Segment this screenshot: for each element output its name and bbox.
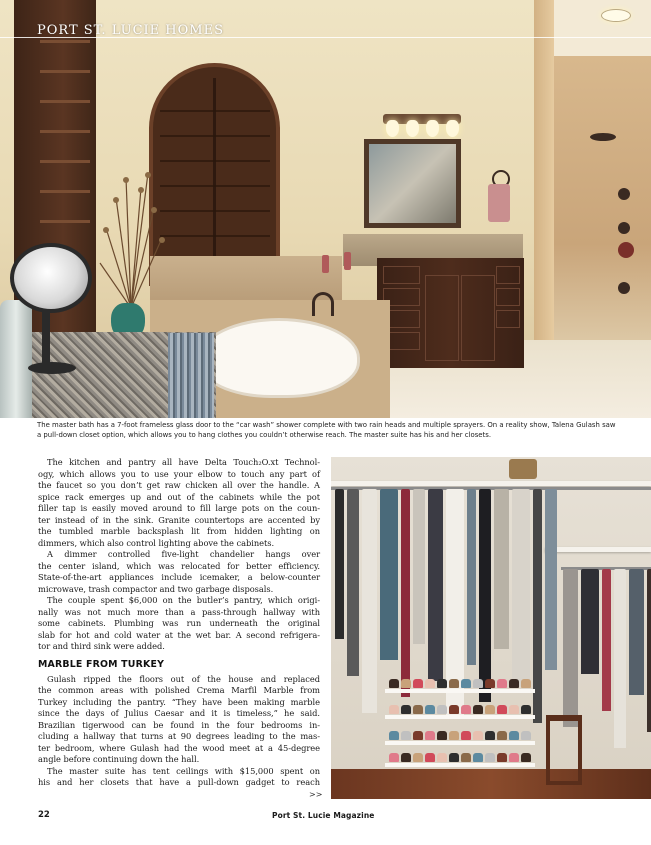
garment	[362, 489, 377, 713]
shoe	[437, 731, 447, 740]
shoe	[401, 705, 411, 714]
shoe	[497, 679, 507, 688]
shoe	[449, 753, 459, 762]
garment	[563, 569, 578, 727]
body-line: cluding a hallway that turns at 90 degrees leading to the mas-	[38, 731, 320, 741]
garment	[413, 489, 425, 644]
shoe	[401, 679, 411, 688]
garment	[581, 569, 599, 674]
body-line: The kitchen and pantry all have Delta Touch₂O.xt Technol-	[47, 457, 320, 467]
shoe	[389, 679, 399, 688]
body-line: the tumbled marble backsplash lit from hidden lighting on	[38, 526, 320, 536]
shoe	[461, 705, 471, 714]
shoe	[413, 679, 423, 688]
garment	[380, 489, 398, 660]
garment	[629, 569, 644, 695]
shoe	[425, 705, 435, 714]
article-body	[38, 457, 320, 789]
paragraph-2	[38, 549, 320, 595]
paragraph-4	[38, 674, 320, 766]
shoe	[413, 731, 423, 740]
body-line: the center island, which was relocated for better efficiency.	[38, 560, 320, 571]
body-line: ter instead of in the sink. Granite countertops are accented by	[38, 514, 320, 525]
shoe	[461, 753, 471, 762]
body-line: spice rack emerges up and out of the cabinets while the pot	[38, 491, 320, 502]
shoe	[521, 705, 531, 714]
shoe	[437, 679, 447, 688]
shoe	[497, 753, 507, 762]
body-line: slab for hot and cold water at the wet bar. A second refrigera-	[38, 629, 320, 640]
body-line: ogy, which allows you to use your elbow to touch any part of	[38, 468, 320, 479]
shoe	[473, 705, 483, 714]
body-line: tor and third sink were added.	[38, 641, 165, 651]
shoe	[473, 679, 483, 688]
garment	[512, 489, 530, 686]
body-line: Brazilian tigerwood can be found in the four bedrooms in-	[38, 719, 320, 730]
body-line: nally was not much more than a pass-through hallway with	[38, 606, 320, 617]
garment	[647, 569, 651, 732]
garment	[614, 569, 626, 748]
shoe	[413, 753, 423, 762]
garment	[401, 489, 410, 697]
garment	[347, 489, 359, 676]
ceiling	[540, 0, 651, 56]
shoe	[461, 679, 471, 688]
tub-faucet	[312, 292, 334, 316]
body-line: State-of-the-art appliances include icemaker, a below-counter	[38, 572, 320, 582]
shoe	[509, 731, 519, 740]
shoe	[449, 705, 459, 714]
dried-branches-arrangement	[96, 168, 166, 308]
shoe	[485, 731, 495, 740]
shoe	[509, 753, 519, 762]
body-line: The couple spent $6,000 on the butler’s pantry, which origi-	[47, 595, 320, 605]
shoe	[401, 753, 411, 762]
shoe	[437, 753, 447, 762]
garment	[533, 489, 542, 723]
body-line: since the days of Julius Caesar and it is timeless,” he said.	[38, 708, 320, 718]
paragraph-5	[38, 766, 320, 789]
continued-marker: >>	[309, 790, 323, 799]
paragraph-3	[38, 595, 320, 653]
body-line: dimmers, which also control lighting above the cabinets.	[38, 537, 275, 548]
shoe	[521, 753, 531, 762]
shoe	[485, 679, 495, 688]
garment	[602, 569, 611, 711]
garment	[494, 489, 509, 649]
body-line: filler tap is easily moved around to fill large pots on the coun-	[38, 503, 320, 513]
shoe	[497, 731, 507, 740]
vanity-mirror	[364, 139, 461, 228]
shoe	[485, 705, 495, 714]
body-line: ter bedroom, where Gulash had the wood meet at a 45-degree	[38, 742, 320, 753]
garment	[545, 489, 557, 670]
shoe	[521, 731, 531, 740]
shoe	[413, 705, 423, 714]
shoe	[389, 731, 399, 740]
recessed-light	[601, 9, 631, 22]
shoe	[461, 731, 471, 740]
shoe	[401, 731, 411, 740]
closet-photo	[331, 457, 651, 799]
shoe	[473, 753, 483, 762]
hanging-rod	[331, 487, 651, 490]
shoe	[449, 731, 459, 740]
shoe	[485, 753, 495, 762]
shoe	[449, 679, 459, 688]
body-line: Turkey including the pantry. “They have been making marble	[38, 696, 320, 707]
shoe	[389, 705, 399, 714]
paragraph-1	[38, 457, 320, 549]
shoe	[425, 753, 435, 762]
section-subhead: MARBLE FROM TURKEY	[38, 658, 165, 670]
section-masthead: PORT ST. LUCIE HOMES	[37, 23, 224, 38]
publication-name: Port St. Lucie Magazine	[272, 811, 375, 820]
body-line: the faucet so you don’t get raw chicken all over the handle. A	[38, 480, 320, 490]
shoe	[521, 679, 531, 688]
shoe	[425, 731, 435, 740]
hand-towel	[488, 184, 510, 222]
shoe	[497, 705, 507, 714]
shoe	[437, 705, 447, 714]
body-line: microwave, trash compactor and two garbage disposals.	[38, 583, 274, 594]
body-line: some cabinets. Plumbing was run underneath the original	[38, 618, 320, 628]
body-line: his and her closets that have a pull-down gadget to reach	[38, 777, 320, 787]
shoe	[389, 753, 399, 762]
master-bath-photo	[0, 0, 651, 418]
body-line: A dimmer controlled five-light chandelier hangs over	[47, 549, 320, 559]
shoe	[473, 731, 483, 740]
garment	[428, 489, 443, 681]
walk-in-shower	[554, 56, 651, 370]
step-stool	[546, 715, 582, 785]
page-number: 22	[38, 810, 50, 820]
garment	[479, 489, 491, 702]
makeup-mirror	[10, 243, 92, 313]
body-line: Gulash ripped the floors out of the house and replaced	[47, 673, 320, 684]
garment	[335, 489, 344, 639]
shoe	[425, 679, 435, 688]
soaking-tub	[198, 318, 360, 398]
shoe	[509, 705, 519, 714]
glass-bottle	[0, 300, 32, 418]
garment	[467, 489, 476, 665]
hardwood-floor	[331, 769, 651, 799]
rain-shower-head	[590, 133, 616, 141]
photo-caption: The master bath has a 7-foot frameless glass door to the “car wash” shower complete with two rain heads and multiple sprayers. On a reality show, Talena Gulash saw a pull-down closet option, which allows you to hang clothes you couldn’t otherwise reach. The master suite has his and her closets.	[37, 421, 616, 439]
shoe	[509, 679, 519, 688]
storage-basket	[509, 459, 537, 479]
body-line: The master suite has tent ceilings with $15,000 spent on	[47, 765, 320, 776]
body-line: the common areas with polished Crema Marfil Marble from	[38, 685, 320, 695]
body-line: angle before continuing down the hall.	[38, 754, 200, 764]
